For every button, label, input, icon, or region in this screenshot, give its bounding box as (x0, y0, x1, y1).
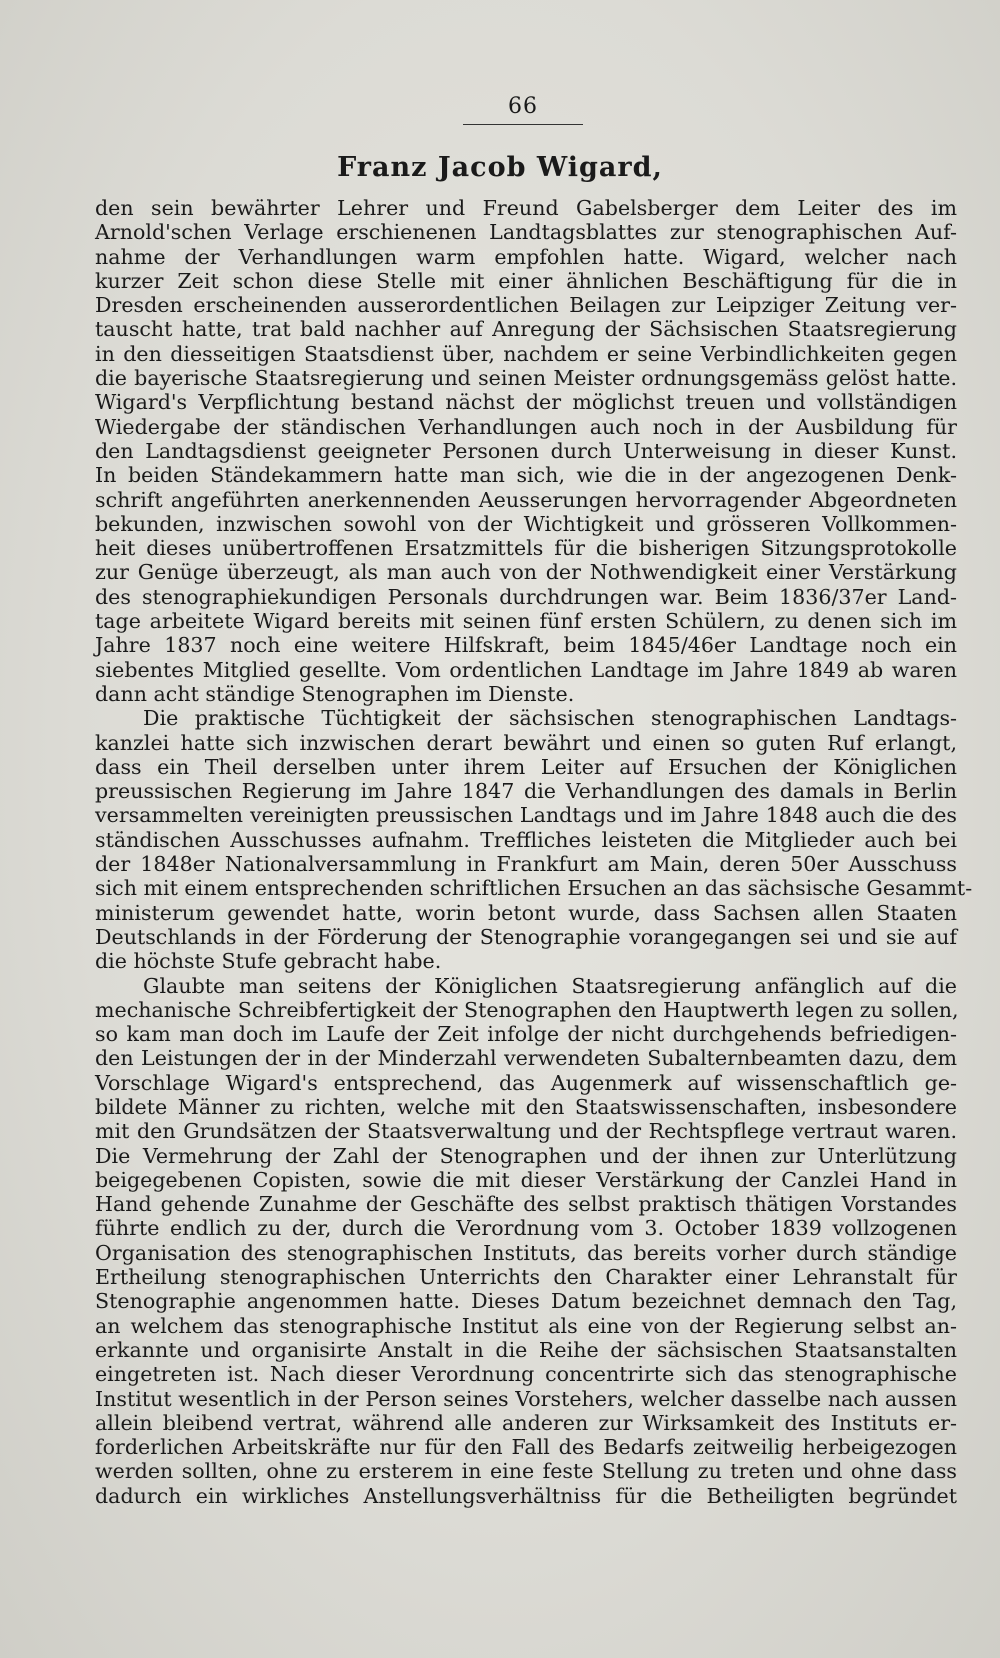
text-line: ständischen Ausschusses aufnahm. Treffliches leisteten die Mitglieder auch bei (95, 827, 957, 852)
text-line: an welchem das stenographische Institut als eine von der Regierung selbst an- (95, 1313, 957, 1338)
text-line: Die Vermehrung der Zahl der Stenographen und der ihnen zur Unterlützung (95, 1143, 957, 1168)
text-line: tage arbeitete Wigard bereits mit seinen fünf ersten Schülern, zu denen sich im (95, 609, 957, 634)
text-line: die bayerische Staatsregierung und seinen Meister ordnungsgemäss gelöst hatte. (95, 366, 957, 391)
text-line: heit dieses unübertroffenen Ersatzmittels für die bisherigen Sitzungsprotokolle (95, 536, 957, 561)
header-rule (463, 124, 583, 125)
text-line: dadurch ein wirkliches Anstellungsverhältniss für die Betheiligten begründet (95, 1483, 957, 1508)
text-line: Stenographie angenommen hatte. Dieses Datum bezeichnet demnach den Tag, (95, 1289, 957, 1314)
text-line: Glaubte man seitens der Königlichen Staatsregierung anfänglich auf die (143, 973, 957, 998)
text-line: in den diesseitigen Staatsdienst über, nachdem er seine Verbindlichkeiten gegen (95, 341, 957, 366)
text-line: eingetreten ist. Nach dieser Verordnung concentrirte sich das stenographische (95, 1362, 957, 1387)
paragraph (95, 974, 957, 1509)
text-line: Vorschlage Wigard's entsprechend, das Augenmerk auf wissenschaftlich ge- (95, 1070, 957, 1095)
text-line: mit den Grundsätzen der Staatsverwaltung und der Rechtspflege vertraut waren. (95, 1119, 957, 1144)
text-line: die höchste Stufe gebracht habe. (95, 949, 442, 974)
paragraph (95, 706, 973, 974)
text-line: des stenographiekundigen Personals durchdrungen war. Beim 1836/37er Land- (95, 584, 957, 609)
text-line: Institut wesentlich in der Person seines Vorstehers, welcher dasselbe nach aussen (95, 1386, 957, 1411)
text-line: Jahre 1837 noch eine weitere Hilfskraft, beim 1845/46er Landtage noch ein (95, 633, 957, 658)
text-line: mechanische Schreibfertigkeit der Stenographen den Hauptwerth legen zu sollen, (95, 997, 959, 1022)
text-line: kurzer Zeit schon diese Stelle mit einer ähnlichen Beschäftigung für die in (95, 268, 957, 293)
section-heading: Franz Jacob Wigard, (337, 152, 663, 183)
text-line: allein bleibend vertrat, während alle anderen zur Wirksamkeit des Instituts er- (95, 1410, 957, 1435)
text-line: werden sollten, ohne zu ersterem in eine feste Stellung zu treten und ohne dass (95, 1459, 957, 1484)
text-line: sich mit einem entsprechenden schriftlichen Ersuchen an das sächsische Gesammt- (95, 876, 973, 901)
text-line: Ertheilung stenographischen Unterrichts den Charakter einer Lehranstalt für (95, 1265, 957, 1290)
text-line: dass ein Theil derselben unter ihrem Leiter auf Ersuchen der Königlichen (95, 754, 957, 779)
text-line: forderlichen Arbeitskräfte nur für den Fall des Bedarfs zeitweilig herbeigezogen (95, 1435, 957, 1460)
text-line: Arnold'schen Verlage erschienenen Landtagsblattes zur stenographischen Auf- (95, 220, 957, 245)
text-line: den Leistungen der in der Minderzahl verwendeten Subalternbeamten dazu, dem (95, 1046, 957, 1071)
text-line: Dresden erscheinenden ausserordentlichen Beilagen zur Leipziger Zeitung ver- (95, 293, 957, 318)
text-line: dann acht ständige Stenographen im Dienste. (95, 681, 575, 706)
text-line: tauscht hatte, trat bald nachher auf Anregung der Sächsischen Staatsregierung (95, 317, 957, 342)
text-line: ministerum gewendet hatte, worin betont wurde, dass Sachsen allen Staaten (95, 900, 957, 925)
text-line: den Landtagsdienst geeigneter Personen durch Unterweisung in dieser Kunst. (95, 438, 957, 463)
text-line: bildete Männer zu richten, welche mit den Staatswissenschaften, insbesondere (95, 1094, 957, 1119)
page-number: 66 (508, 94, 538, 119)
text-line: preussischen Regierung im Jahre 1847 die Verhandlungen des damals in Berlin (95, 779, 957, 804)
text-line: den sein bewährter Lehrer und Freund Gabelsberger dem Leiter des im (95, 196, 957, 220)
paragraph (95, 196, 957, 706)
body-text (95, 196, 973, 1508)
text-line: schrift angeführten anerkennenden Aeusserungen hervorragender Abgeordneten (95, 487, 957, 512)
text-line: nahme der Verhandlungen warm empfohlen hatte. Wigard, welcher nach (95, 244, 957, 269)
text-line: Wigard's Verpflichtung bestand nächst der möglichst treuen und vollständigen (95, 390, 957, 415)
text-line: Wiedergabe der ständischen Verhandlungen auch noch in der Ausbildung für (95, 414, 957, 439)
text-line: erkannte und organisirte Anstalt in die Reihe der sächsischen Staatsanstalten (95, 1337, 957, 1362)
text-line: Deutschlands in der Förderung der Stenographie vorangegangen sei und sie auf (95, 924, 957, 949)
text-line: In beiden Ständekammern hatte man sich, wie die in der angezogenen Denk- (95, 463, 957, 488)
text-line: siebentes Mitglied gesellte. Vom ordentlichen Landtage im Jahre 1849 ab waren (95, 657, 957, 682)
text-line: bekunden, inzwischen sowohl von der Wichtigkeit und grösseren Vollkommen- (95, 511, 957, 536)
text-line: Die praktische Tüchtigkeit der sächsischen stenographischen Landtags- (143, 706, 957, 731)
text-line: der 1848er Nationalversammlung in Frankfurt am Main, deren 50er Ausschuss (95, 852, 957, 877)
text-line: Organisation des stenographischen Instituts, das bereits vorher durch ständige (95, 1240, 957, 1265)
text-line: Hand gehende Zunahme der Geschäfte des selbst praktisch thätigen Vorstandes (95, 1192, 957, 1217)
text-line: so kam man doch im Laufe der Zeit infolge der nicht durchgehends befriedigen- (95, 1022, 957, 1047)
text-line: zur Genüge überzeugt, als man auch von der Nothwendigkeit einer Verstärkung (95, 560, 957, 585)
text-line: kanzlei hatte sich inzwischen derart bewährt und einen so guten Ruf erlangt, (95, 730, 957, 755)
text-line: beigegebenen Copisten, sowie die mit dieser Verstärkung der Canzlei Hand in (95, 1167, 957, 1192)
text-line: führte endlich zu der, durch die Verordnung vom 3. October 1839 vollzogenen (95, 1216, 957, 1241)
text-line: versammelten vereinigten preussischen Landtags und im Jahre 1848 auch die des (95, 803, 957, 828)
